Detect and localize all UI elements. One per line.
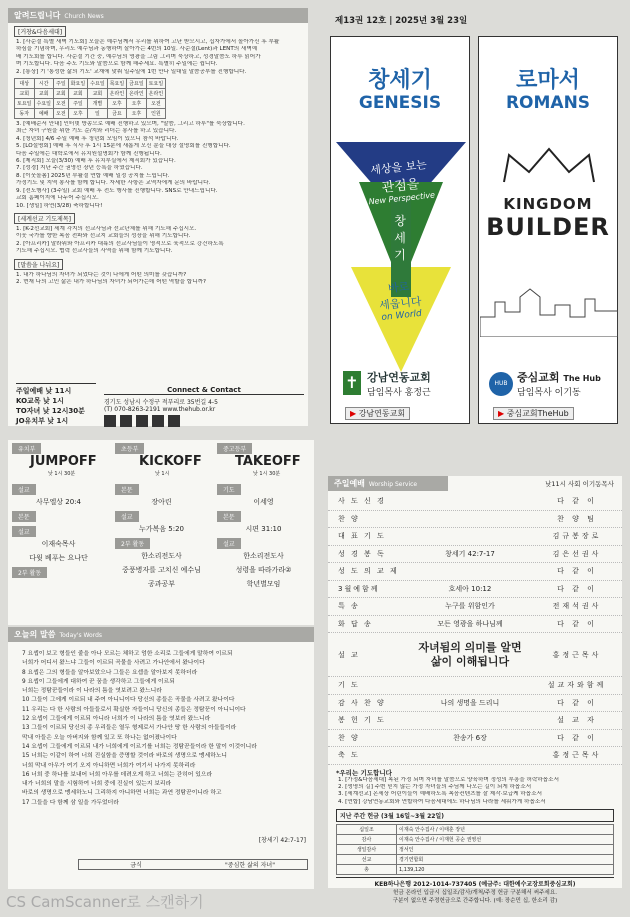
prayer-item: 3. [세계선교] 온세상 어린이들이 예배하도록 복음컨텐츠를 잘 제작·보급케 하옵소서: [338, 791, 543, 798]
mission-line: 기도해 주십시오. 협력 선교사들의 사역을 위해 함께 기도합니다.: [16, 248, 173, 255]
news-lines-2: [8, 121, 308, 210]
romans-subtitle2: BUILDER: [486, 213, 610, 241]
verse: 너희가 어디서 왔느냐 그들이 이르되 곡물을 사려고 가나안에서 왔나이다: [22, 660, 205, 667]
news-lines: [8, 39, 308, 76]
order-row: 화 답 송 모든 영광을 하나님께 다 같 이: [328, 616, 622, 634]
news-line: 9. [전도행사] (3주일) 교회 예배 후 전도 행사를 진행합니다. SNS로 안내드립니다.: [16, 187, 218, 194]
romans-cover: [478, 36, 618, 424]
verse: 14 요셉이 그들에게 이르되 내가 너희에게 이르기를 너희는 정탐꾼들이라 한 말이 이것이니라: [22, 743, 257, 750]
offering-table: 십일조 이재숙 안수집사 / 이태훈 장년 감사 이재숙 안수집사 / 이재헌 공순 권영선 생일감사 정서인 선교 경기연합회 총 1,139,120: [336, 824, 614, 875]
share-section-title: [말씀을 나눠요]: [14, 259, 63, 270]
takeoff-title: TAKEOFF: [235, 454, 301, 469]
genesis-center-text: 창 세 기: [394, 214, 406, 262]
news-line: 가정기도 및 지역 봉사를 함께 합니다. 자세한 사항은 교역자에게 문의 바랍니다.: [16, 180, 211, 187]
offering-note: 구분이 없으면 주정헌금으로 간주합니다. (예: 장순민 십, 한소리 감): [392, 898, 558, 905]
genesis-bottom-text: 바로 세웁니다 on World: [378, 279, 423, 323]
genesis-title: 창세기: [368, 68, 432, 93]
order-row: 사 도 신 경 다 같 이: [328, 493, 622, 511]
genesis-church-name: 강남연동교회: [367, 371, 431, 384]
order-row: 3월예함께 호세아 10:12 다 같 이: [328, 581, 622, 599]
crown-icon: [499, 147, 599, 187]
genesis-tagline: 세상을 보는 관점을 New Perspective: [368, 158, 436, 207]
kids-takeoff: 중고등부 TAKEOFF 낮 1시 30분 기도 이세영 본문 시편 31:10 설교 한소리전도사 성령을 따라가라② 학년별모임: [213, 440, 314, 622]
kickoff-title: KICKOFF: [139, 454, 202, 469]
order-row: 찬 양 찬 양 팀: [328, 511, 622, 529]
verse-reference: [창세기 42:7-17]: [258, 837, 306, 844]
qr-codes: [104, 415, 304, 427]
news-header: 알려드립니다 Church News: [8, 8, 308, 23]
prayer-item: 4. [연합] 강남연동교회와 연합하여 다음세대에도 하나님의 나라를 세워가게 하옵소서: [338, 798, 546, 805]
verse: 너희 막내 아우가 여기 오지 아니하면 너희가 여기서 나가지 못하리라: [22, 762, 196, 769]
verse: 12 요셉이 그들에게 이르되 아니라 너희가 이 나라의 틈을 엿보러 왔느니라: [22, 716, 211, 723]
news-line: 최근 자녀 구원을 위한 기도 순/지와 리더는 봉사를 하고 있습니다.: [16, 128, 177, 135]
bible-study-table: 대상 시간 주일 화요일 수요일 목요일 금요일 토요일 교회 교회 교회 교회 교회 온라인 온라인 온라인 토요일 수요일 오전 주일 개별 오후 오후 오전 동자 예배 오전 오후 일 금요 오후 인원: [14, 78, 166, 119]
mission-line: 2. [아프리카] 말라위와 아프리카 대륙의 선교사님들이 영적으로 육적으로 강건하도록: [16, 240, 224, 247]
news-line: 4. [청년회] 4/6 주일 예배 후 청년회 모임이 있으니 참석 바랍니다.: [16, 135, 179, 142]
order-row: 봉 헌 기 도 설 교 자: [328, 712, 622, 730]
genesis-pastor: 담임목사 홍정근: [367, 388, 431, 398]
verse: 7 요셉이 보고 형들인 줄을 아나 모르는 체하고 엄한 소리로 그들에게 말하여 이르되: [22, 651, 233, 657]
service-panel: [328, 476, 622, 905]
verse: 내가 너희의 말을 시험하여 너희 중에 진실이 있는지 보리라: [22, 781, 172, 788]
news-section-title: [거창&다음세대]: [14, 26, 66, 37]
news-line: 8. [이웃돌봄] 2025년 부활절 연합 예배 일정 공지를 드립니다.: [16, 172, 170, 179]
verse: 16 너희 중 하나를 보내어 너희 아우를 데려오게 하고 너희는 갇히어 있으라: [22, 771, 213, 778]
news-line: 배 기도회를 합니다. 사순절 기간 중, 예수님의 영광을 그림 그리며 묵상하고, 성경말씀도 하루 읽어가: [16, 53, 261, 60]
romans-pastor: 담임목사 이기동: [517, 388, 581, 398]
sermon-row: 설 교 자녀됨의 의미를 알면 삶이 이해됩니다 홍정근목사: [328, 633, 622, 677]
order-row: 찬 양 찬송가 6장 다 같 이: [328, 730, 622, 748]
sermon-title: 자녀됨의 의미를 알면: [418, 640, 522, 654]
verse: 17 그들을 다 함께 삼 일을 가두었더라: [22, 799, 119, 806]
genesis-title-en: GENESIS: [358, 93, 442, 113]
prayer-item: 1. [가정&다음세대] 복된 가정 되며 자녀를 말씀으로 양육하며 정성의 부흥을 허락하옵소서: [338, 776, 559, 783]
kids-jumpoff: 유치부 JUMPOFF 낮 1시 30분 설교 사무엘상 20:4 본문 설교 이재숙목사 다윗 베푸는 요나단 2부 활동: [8, 440, 109, 622]
phone: (T) 070-8263-2191: [104, 406, 161, 413]
verse: 10 그들이 그에게 이르되 내 주여 아니니이다 당신의 종들은 곡물을 사려고 왔나이다: [22, 697, 235, 704]
news-line: 다음 주일에는 대학로에서 유치원설명회가 함께 진행됩니다.: [16, 150, 162, 157]
church-cross-icon: ✝: [343, 371, 361, 395]
news-line: 3. [예배순서 안내] 인터넷 방송으로 예배 진행하고 있으며, "말씀, 그리고 하루"를 묵상합니다.: [16, 121, 245, 128]
share-line: 1. 내가 하나님의 자녀가 되었다는 것이 나에게 어떤 의미를 갖습니까?: [16, 271, 187, 278]
kids-kickoff: 초등부 KICKOFF 낮 1시 본문 장아린 설교 누가복음 5:20 2부 활동 한소리전도사 중풍병자를 고치신 예수님 공과공부: [111, 440, 212, 622]
contact-block: [104, 386, 304, 427]
share-line: 2. 현재 나의 고민 삶은 내가 하나님의 자녀가 되어가는데 어떤 역할을 합니까?: [16, 278, 206, 285]
worship-times: 주일예배 낮 11시 KO교목 낮 1시 TO자녀 낮 12시30분 JO유치부 낮 1시: [16, 383, 96, 426]
words-panel: [8, 627, 314, 889]
verse: 11 우리는 다 한 사람의 아들들로서 확실한 자들이니 당신의 종들은 정탐꾼이 아니니이다: [22, 706, 246, 713]
order-list: [328, 493, 622, 765]
sermon-title-2: 삶이 이해됩니다: [430, 654, 510, 668]
address: 경기도 성남시 수정구 적푸리로 35번길 4-5: [104, 399, 218, 406]
verse-list: [8, 650, 314, 808]
news-line: 6. [제직회] 오늘(3/30) 예배 후 유치부실에서 제직회가 있습니다.: [16, 158, 176, 165]
romans-title: 로마서: [516, 68, 580, 93]
verse: 9 요셉이 그들에게 대하여 꾼 꿈을 생각하고 그들에게 이르되: [22, 678, 175, 685]
youtube-icon: ▶: [498, 409, 505, 418]
order-row: 기 도 설교자와함께: [328, 677, 622, 695]
romans-subtitle1: KINGDOM: [503, 195, 593, 213]
romans-youtube[interactable]: ▶ 중심교회TheHub: [493, 407, 574, 420]
order-row: 대 표 기 도 김규봉장로: [328, 528, 622, 546]
order-row: 성 경 봉 독 창세기 42:7-17 김은선권사: [328, 546, 622, 564]
verse: 바로의 생명으로 맹세하노니 그리하지 아니하면 너희는 과연 정탐꾼이니라 하고: [22, 790, 222, 797]
prayer-item: 2. [생명의 길] 주변 믿지 않는 가정 자녀들의 주님께 나오는 길이 되게 하옵소서: [338, 783, 532, 790]
news-line: 교회 홈페이지에 나누어 주십시오.: [16, 195, 99, 202]
jumpoff-title: JUMPOFF: [30, 454, 97, 469]
youtube-icon: ▶: [350, 409, 357, 418]
service-time: 낮11시 사회 이기동목사: [545, 480, 614, 488]
mission-section-title: [세계선교 기도제목]: [14, 213, 75, 224]
city-skyline-icon: [480, 277, 618, 337]
prayer-block: *우리는 기도합니다 1. [가정&다음세대] 복된 가정 되며 자녀를 말씀으로 양육하며 정성의 부흥을 허락하옵소서 2. [생명의 길] 주변 믿지 않는 가정 자녀들의 주님께 나오는 길이 되게 하옵소서 3. [세계선교] 온세상 어린이들이 예배하도록 복음컨텐츠를 잘 제작·보급케 하옵소서 4. [연합] 강남연동교회와 연합하여 다음세대에도 하나님의 나라를 세워가게 하옵소서: [328, 765, 622, 810]
news-line: 5. [LO설명회] 예배 후 식사 후 1시 15분에 새롭게 오신 분들 대상 설명회를 진행합니다.: [16, 143, 231, 150]
news-panel: [8, 8, 308, 426]
verse: 15 너희는 이같이 하여 너희 진실함을 증명할 것이라 바로의 생명으로 맹세하노니: [22, 753, 227, 760]
genesis-cover: [330, 36, 470, 424]
offering-note: 헌금 온라인 입금시 십일조/감사/개척/주정 헌금 구분해서 써주세요.: [393, 890, 557, 897]
scanner-watermark: CS CamScanner로 스캔하기: [6, 893, 204, 911]
verse: 너희는 정탐꾼들이라 이 나라의 틈을 엿보려고 왔느니라: [22, 688, 162, 695]
issue-header: 제13권 12호 | 2025년 3월 23일: [335, 16, 468, 26]
order-row: 특 송 누구를 위함인가 전재석권사: [328, 598, 622, 616]
order-row: 감 사 찬 양 나의 생명을 드리니 다 같 이: [328, 695, 622, 713]
service-header: 주일예배 Worship Service: [328, 476, 448, 491]
romans-church-name: 중심교회 The Hub: [517, 371, 601, 384]
order-row: 성 도 의 교 제 다 같 이: [328, 563, 622, 581]
website-link[interactable]: www.thehub.or.kr: [162, 406, 216, 413]
bank-info: KEB하나은행 2012-1014-737405 (예금주: 대한예수교장로회중심교회): [336, 877, 614, 888]
news-line: 7. [성경] 지난 주간 권영선 장년 등록을 하였습니다.: [16, 165, 143, 172]
words-header: 오늘의 말씀 Today's Words: [8, 627, 314, 642]
genesis-youtube[interactable]: ▶ 강남연동교회: [345, 407, 410, 420]
romans-title-en: ROMANS: [505, 93, 591, 113]
news-line: 2. [통상] 기 '통성한 삶의 기도' 교재에 맞춰 일주일에 1번 만나 일대일 말씀공부를 진행합니다.: [16, 68, 247, 75]
mission-line: 1. [K-2선교회] 세계 각지의 선교사님과 선교단체를 위해 기도해 주십시오.: [16, 225, 197, 232]
news-line: 10. [생일] 하연(3/28) 축하합니다!: [16, 202, 103, 209]
offering-block: 지난 주간 헌금 (3월 16일~3월 22일) 십일조 이재숙 안수집사 / 이태훈 장년 감사 이재숙 안수집사 / 이재헌 공순 권영선 생일감사 정서인 선교 경기연합회 총 1,139,120 KEB하나은행 2012-1014-737405 (예금주: 대한예수교장로회중심교회) 헌금 온라인 입금시 십일조/감사/개척/주정 헌금 구분해서 써주세요. 구분이 없으면 주정헌금으로 간주합니다. (예: 장순민 십, 한소리 감): [328, 809, 622, 904]
order-row: 축 도 홍정근목사: [328, 747, 622, 765]
hub-logo-icon: HUB: [489, 372, 513, 396]
news-line: 하심을 기념하며, 우리도 예수님과 동행하며 살아가는 4번의 10일. 사순절(Lent)과 LENT의 새벽예: [16, 46, 258, 53]
mission-line: 이웃 국가를 향한 복음 전파와 선교지 교회들의 성장을 위해 기도합니다.: [16, 233, 191, 240]
news-line: 1. [사순절 특별 새벽 기도회] 오늘은 예수님께서 우리를 위하여 고난 받으시고, 십자가에서 돌아가신 후 부활: [16, 39, 280, 45]
words-footer: 금식 "중심한 삶의 자녀": [78, 859, 308, 870]
contact-title: Connect & Contact: [104, 386, 304, 395]
verse: 13 그들이 이르되 당신의 종 우리들은 열두 형제로서 가나안 땅 한 사람의 아들들이라: [22, 725, 237, 732]
verse: 막내 아들은 오늘 아버지와 함께 있고 또 하나는 없어졌나이다: [22, 734, 177, 741]
kids-panel: [8, 440, 314, 625]
verse: 8 요셉은 그의 형들을 알아보았으나 그들은 요셉을 알아보지 못하더라: [22, 669, 198, 676]
news-line: 며 기도합니다. 다음 주도 기도와 말씀으로 함께 해주세요. 특별히 주일에는 쉽니다.: [16, 61, 218, 68]
